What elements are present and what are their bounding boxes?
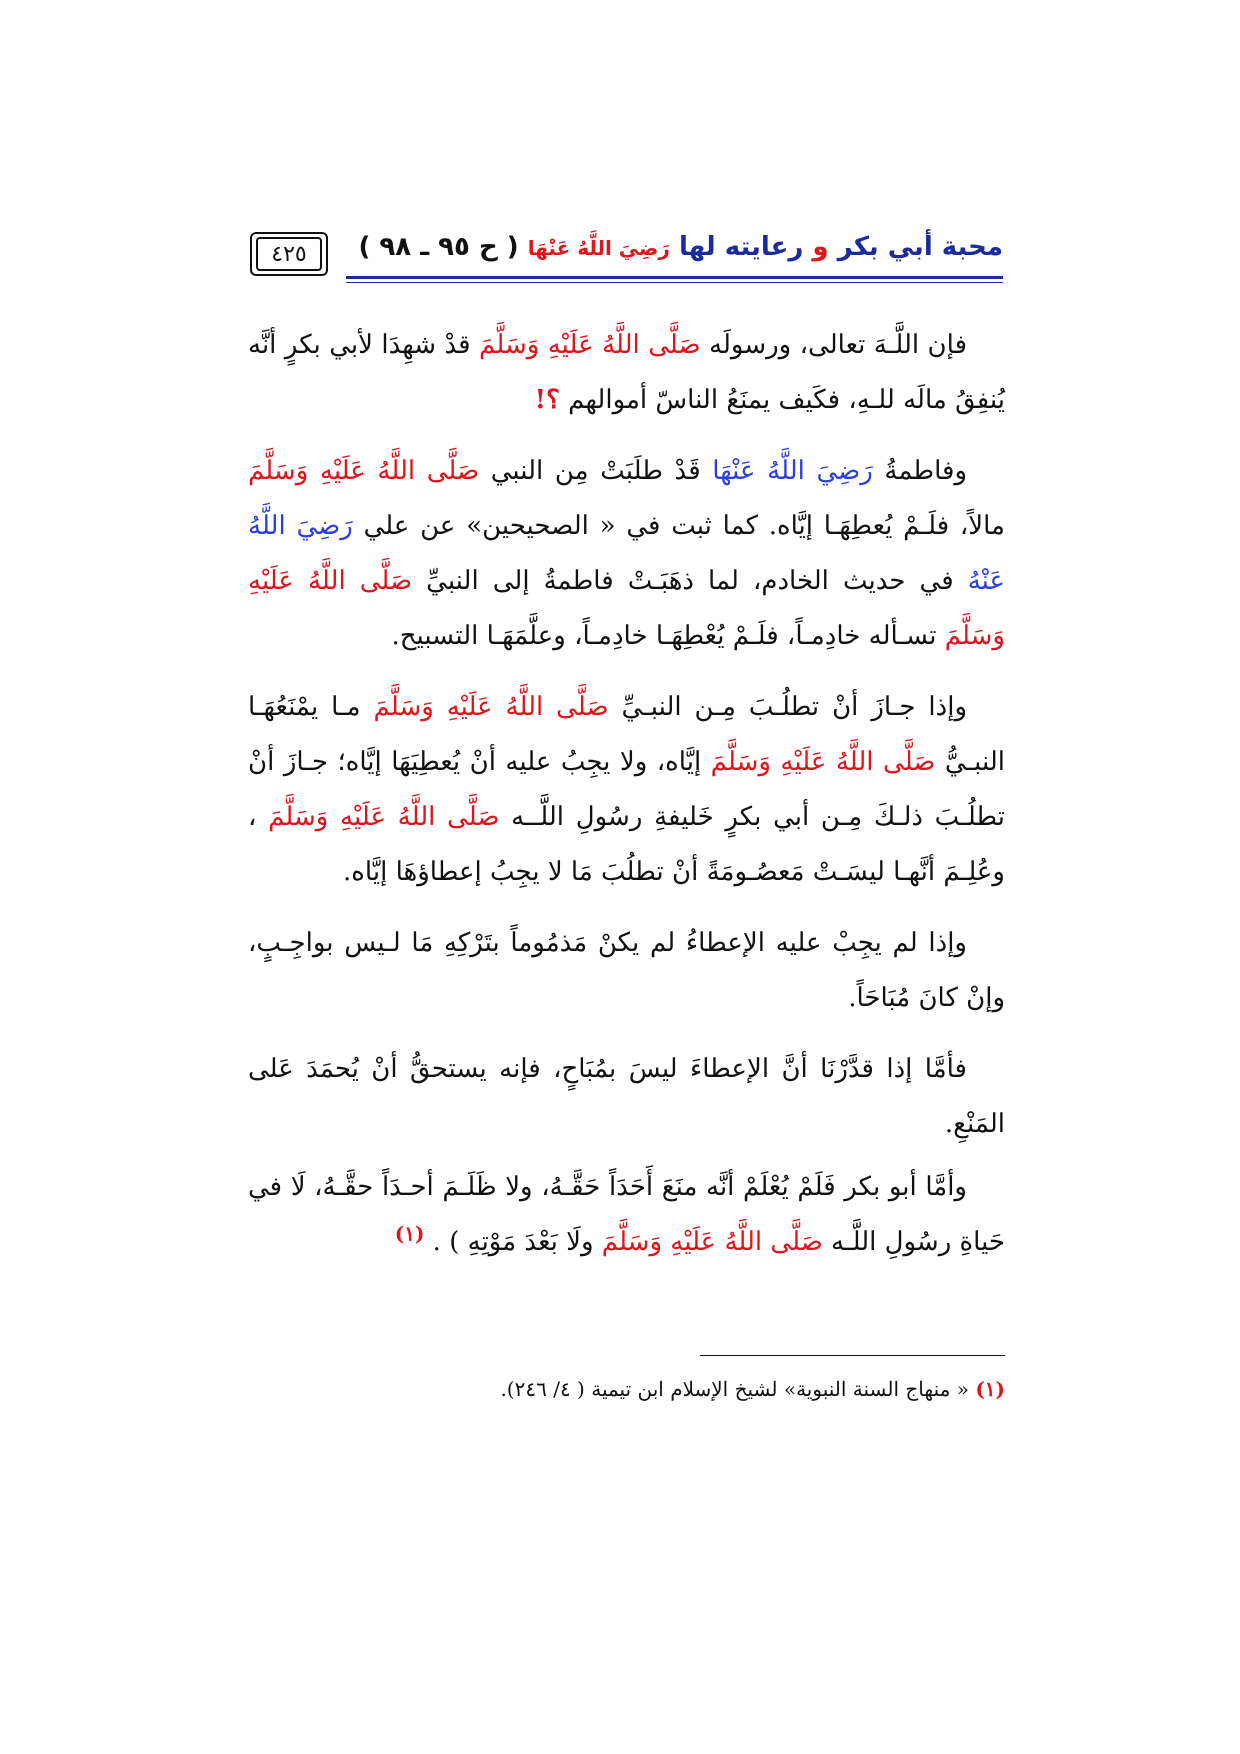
- title-conjunction: و: [812, 232, 829, 262]
- footnote-ref: (١): [394, 1221, 425, 1246]
- text-run: وإذا جـازَ أنْ تطلُـبَ مِـن النبـيِّ: [608, 692, 968, 722]
- text-run: مـا يمْنَعُهَـا النبـيُّ: [248, 692, 1006, 777]
- footnote-separator: [700, 1355, 1005, 1356]
- paragraph-5: [248, 1042, 1005, 1152]
- radiya-honorific: رَضِيَ اللَّهُ عَنْهَا: [712, 456, 873, 486]
- salawat-honorific: صَلَّى اللَّهُ عَلَيْهِ وَسَلَّمَ: [479, 330, 701, 360]
- footnote-text: « منهاج السنة النبوية» لشيخ الإسلام ابن تيمية ( ٤/ ٢٤٦).: [500, 1377, 969, 1401]
- footnote: [248, 1373, 1005, 1405]
- text-run: وفاطمةُ: [872, 456, 967, 486]
- footnote-number: (١): [975, 1377, 1005, 1401]
- title-hadith-ref: ( ح ٩٥ ـ ٩٨ ): [358, 232, 519, 262]
- text-run: وأمَّا أبو بكر فَلَمْ يُعْلَمْ أنَّه منَعَ أَحَدَاً حَقَّـهُ، ولا ظَلَـمَ أحـدَاً حقَّـهُ، لَا في حَياةِ رسُولِ اللَّـه: [248, 1172, 1005, 1257]
- text-run: مالاً، فلَـمْ يُعطِهَـا إيَّاه. كما ثبت في « الصحيحين» عن علي: [352, 511, 1005, 541]
- page-number-box: [250, 232, 328, 276]
- main-text: [248, 318, 1005, 1286]
- header-rule-thick: [346, 276, 1003, 279]
- text-run: تسـأله خادِمـاً، فلَـمْ يُعْطِهَـا خادِمـاً، وعلَّمَهَـا التسبيح.: [391, 621, 945, 651]
- text-run: ولَا بَعْدَ مَوْتِهِ ) .: [424, 1227, 602, 1257]
- salawat-honorific: صَلَّى اللَّهُ عَلَيْهِ وَسَلَّمَ: [248, 566, 1005, 651]
- page-number: ٤٢٥: [256, 237, 322, 271]
- salawat-honorific: صَلَّى اللَّهُ عَلَيْهِ وَسَلَّمَ: [268, 802, 500, 832]
- paragraph-3: [248, 680, 1005, 900]
- text-run: إيَّاه، ولا يجِبُ عليه أنْ يُعطِيَهَا إيَّاه؛ جـازَ أنْ تطلُـبَ ذلـكَ مِـن أبي بكرٍ خَليفةِ رسُولِ اللَّــه: [248, 747, 1005, 832]
- text-run: وإذا لم يجِبْ عليه الإعطاءُ لم يكنْ مَذمُوماً بتَرْكِهِ مَا لـيس بواجِـبٍ، وإنْ كانَ مُبَاحَاً.: [248, 928, 1005, 1013]
- title-honorific: رَضِيَ اللَّهُ عَنْهَا: [527, 236, 670, 260]
- paragraph-6: [248, 1160, 1005, 1270]
- paragraph-2: [248, 444, 1005, 664]
- salawat-honorific: صَلَّى اللَّهُ عَلَيْهِ وَسَلَّمَ: [601, 1227, 823, 1257]
- text-run: قدْ شهِدَا لأبي بكرٍ أنَّه يُنفِقُ مالَه للـهِ، فكَيف يمنَعُ الناسّ أموالهم: [248, 330, 1005, 415]
- text-run: فأمَّا إذا قدَّرْنَا أنَّ الإعطاءَ ليسَ بمُبَاحٍ، فإنه يستحقُّ أنْ يُحمَدَ عَلى المَنْعِ.: [248, 1054, 1005, 1139]
- paragraph-1: [248, 318, 1005, 428]
- paragraph-4: [248, 916, 1005, 1026]
- title-part-2: رعايته لها: [678, 232, 804, 262]
- text-run: فإن اللَّـهَ تعالى، ورسولَه: [700, 330, 967, 360]
- text-run: قَدْ طلَبَتْ مِن النبي: [479, 456, 713, 486]
- chapter-title: [358, 232, 1003, 262]
- header-rule-thin: [346, 282, 1003, 283]
- text-run: ، وعُلِـمَ أنَّهـا ليسَـتْ مَعصُـومَةً أنْ تطلُبَ مَا لا يجِبُ إعطاؤهَا إيَّاه.: [248, 802, 1005, 887]
- salawat-honorific: صَلَّى اللَّهُ عَلَيْهِ وَسَلَّمَ: [373, 692, 609, 722]
- question-mark: ؟!: [534, 385, 560, 415]
- text-run: في حديث الخادم، لما ذهَبَـتْ فاطمةُ إلى النبيِّ: [412, 566, 968, 596]
- title-part-1: محبة أبي بكر: [837, 232, 1003, 262]
- salawat-honorific: صَلَّى اللَّهُ عَلَيْهِ وَسَلَّمَ: [710, 747, 936, 777]
- radiya-honorific: رَضِيَ اللَّهُ عَنْهُ: [248, 511, 1005, 596]
- page-header: [250, 232, 1003, 292]
- salawat-honorific: صَلَّى اللَّهُ عَلَيْهِ وَسَلَّمَ: [248, 456, 480, 486]
